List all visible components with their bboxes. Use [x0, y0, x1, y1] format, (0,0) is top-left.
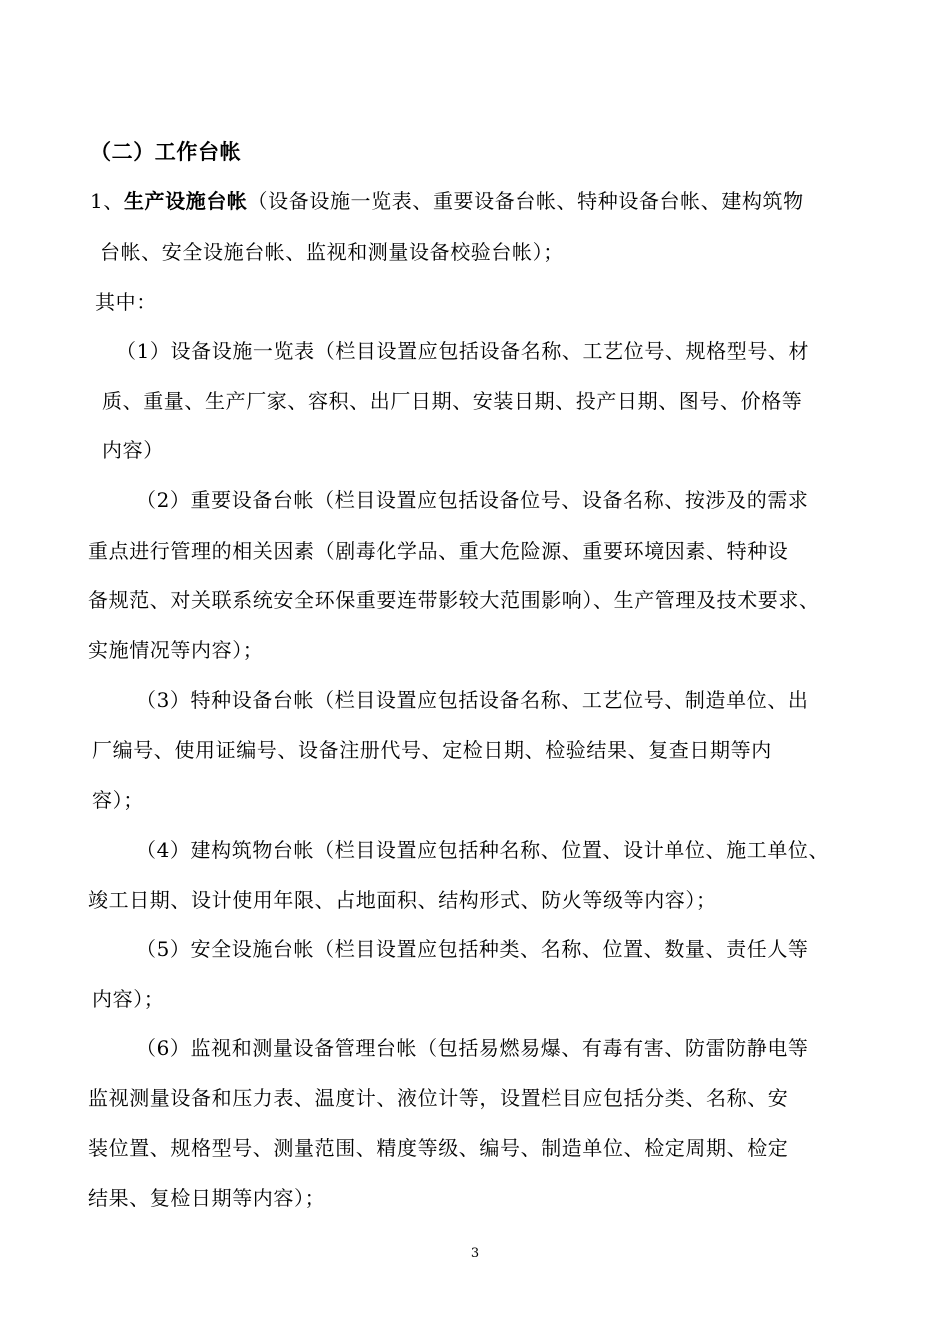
item1-line2: 台帐、安全设施台帐、监视和测量设备校验台帐）；	[100, 240, 564, 264]
p6-line3: 装位置、规格型号、测量范围、精度等级、编号、制造单位、检定周期、检定	[88, 1136, 789, 1160]
p6-line1: （6）监视和测量设备管理台帐（包括易燃易爆、有毒有害、防雷防静电等	[136, 1036, 809, 1060]
item1-title: 生产设施台帐	[123, 189, 248, 213]
item1-line1	[90, 187, 804, 215]
p4-line1: （4）建构筑物台帐（栏目设置应包括种名称、位置、设计单位、施工单位、	[136, 838, 830, 862]
p1-line2: 质、重量、生产厂家、容积、出厂日期、安装日期、投产日期、图号、价格等	[102, 389, 803, 413]
p2-line2: 重点进行管理的相关因素（剧毒化学品、重大危险源、重要环境因素、特种设	[88, 539, 789, 563]
p4-line2: 竣工日期、设计使用年限、占地面积、结构形式、防火等级等内容）；	[88, 888, 717, 912]
p2-line1: （2）重要设备台帐（栏目设置应包括设备位号、设备名称、按涉及的需求	[136, 488, 809, 512]
p5-line2: 内容）；	[92, 987, 165, 1011]
p5-line1: （5）安全设施台帐（栏目设置应包括种类、名称、位置、数量、责任人等	[136, 937, 809, 961]
p6-line4: 结果、复检日期等内容）；	[88, 1186, 326, 1210]
p3-line2: 厂编号、使用证编号、设备注册代号、定检日期、检验结果、复查日期等内	[92, 738, 772, 762]
p3-line3: 容）；	[92, 788, 144, 812]
p1-line1: （1）设备设施一览表（栏目设置应包括设备名称、工艺位号、规格型号、材	[116, 339, 810, 363]
p2-line3: 备规范、对关联系统安全环保重要连带影较大范围影响）、生产管理及技术要求、	[88, 588, 820, 612]
page-number: 3	[470, 1246, 480, 1261]
p3-line1: （3）特种设备台帐（栏目设置应包括设备名称、工艺位号、制造单位、出	[136, 688, 809, 712]
item1-number: 1、	[90, 189, 124, 213]
section-title: （二）工作台帐	[90, 139, 242, 164]
qizhong-label: 其中：	[95, 290, 157, 314]
item1-desc: （设备设施一览表、重要设备台帐、特种设备台帐、建构筑物	[247, 189, 804, 213]
p6-line2: 监视测量设备和压力表、温度计、液位计等，设置栏目应包括分类、名称、安	[88, 1086, 789, 1110]
p1-line3: 内容）	[102, 438, 164, 462]
p2-line4: 实施情况等内容）；	[88, 638, 264, 662]
